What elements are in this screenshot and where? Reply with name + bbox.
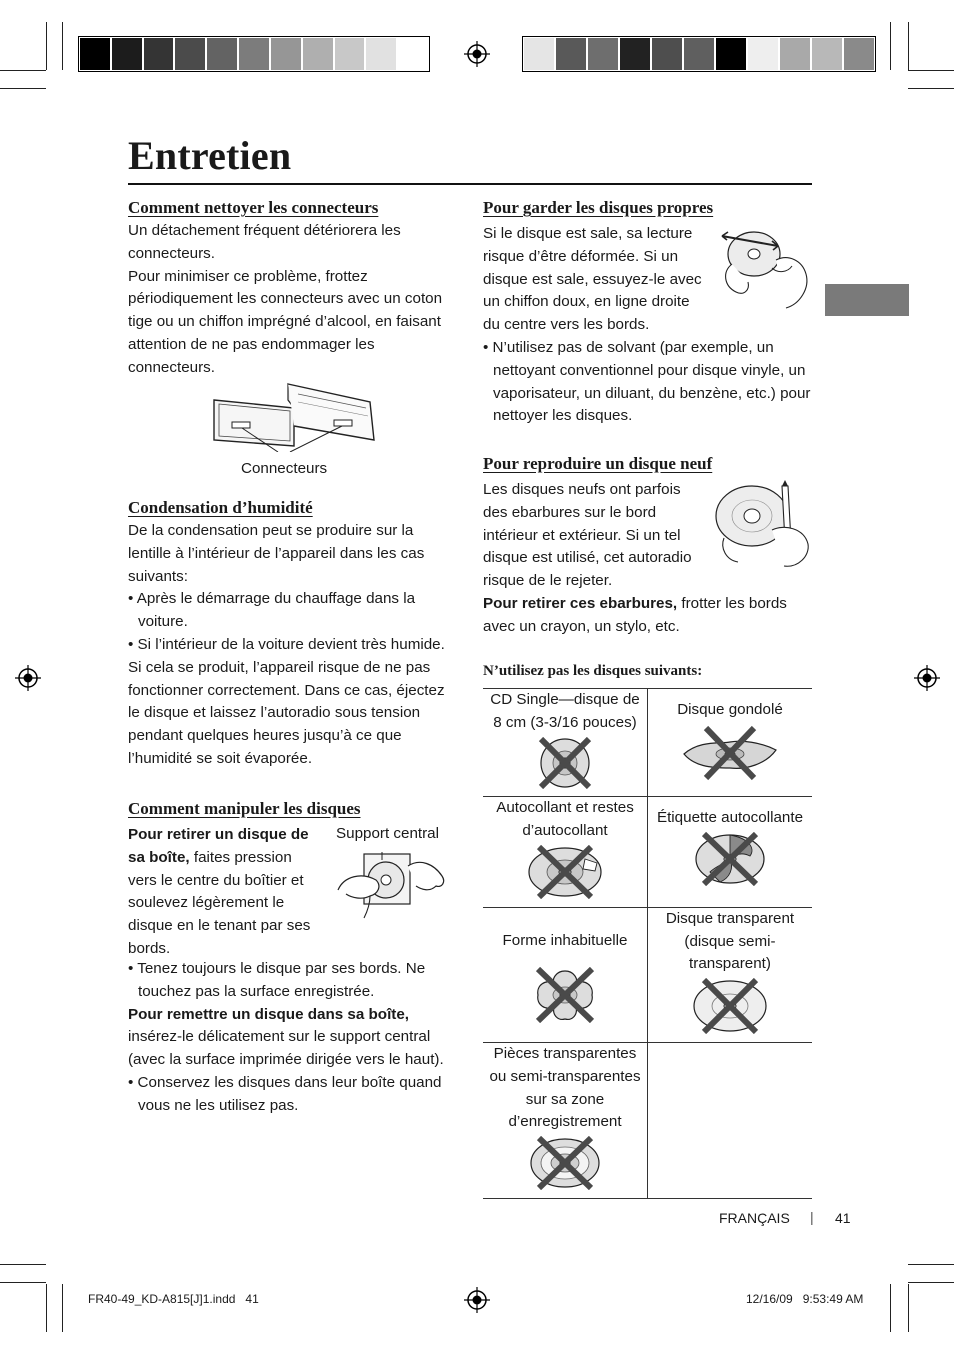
list-item-text: Après le démarrage du chauffage dans la voiture.	[136, 590, 416, 631]
paragraph: De la condensation peut se produire sur la lentille à l’intérieur de l’appareil dans les cas suivants:	[128, 522, 425, 585]
list-item: • Si l’intérieur de la voiture devient très humide.	[128, 635, 445, 653]
cell-label: Forme inhabituelle	[502, 931, 628, 949]
section-clean-heading	[483, 196, 812, 220]
color-swatch	[652, 38, 682, 70]
paragraph: Si le disque est sale, sa lecture risque d’être déformée. Si un disque est sale, essuyez-le avec un chiffon doux, en ligne droite du centre vers les bords.	[483, 225, 702, 334]
cell-label: Pièces transparentes ou semi-transparentes sur sa zone d’enregistrement	[489, 1044, 641, 1131]
section-handling	[128, 958, 458, 1118]
color-swatch	[716, 38, 746, 70]
connectors-illustration	[210, 380, 380, 452]
list-item-text: N’utilisez pas de solvant (par exemple, un nettoyant conventionnel pour disque vinyle, un vaporisateur, un diluant, du benzène, etc.) pour nettoyer les disques.	[492, 339, 811, 425]
paragraph-text: faites pression vers le centre du boîtier et soulevez légèrement le disque en le tenant par ses bords.	[128, 848, 311, 957]
bold-lead: Pour remettre un disque dans sa boîte,	[128, 1005, 410, 1023]
paragraph	[128, 1004, 458, 1072]
crossed-odd-shape-disc-icon	[530, 967, 600, 1023]
paragraph-text: frotter les bords avec un crayon, un stylo, etc.	[483, 595, 787, 635]
unsupported-discs-table	[483, 688, 812, 1199]
dont-use-heading: N’utilisez pas les disques suivants:	[483, 663, 703, 679]
section-connectors	[128, 196, 454, 380]
support-caption: Support central	[336, 825, 439, 842]
color-swatch	[207, 38, 237, 70]
section-heading: Pour reproduire un disque neuf	[483, 454, 713, 473]
table-cell	[648, 907, 813, 1042]
footer-language: FRANÇAIS	[719, 1210, 790, 1226]
footer-separator: |	[810, 1209, 814, 1225]
color-swatch	[80, 38, 110, 70]
cell-label: Disque gondolé	[677, 701, 783, 718]
bold-lead: Pour retirer un disque de sa boîte,	[128, 826, 309, 866]
color-swatch	[524, 38, 554, 70]
color-swatch	[556, 38, 586, 70]
table-cell	[648, 689, 813, 797]
page-number: 41	[835, 1210, 851, 1226]
table-cell	[483, 907, 648, 1042]
color-swatch	[684, 38, 714, 70]
registration-mark-icon	[914, 665, 940, 691]
list-item: • N’utilisez pas de solvant (par exemple, un nettoyant conventionnel pour disque vinyle, un vaporisateur, un diluant, du benzène, etc.) pour nettoyer les disques.	[483, 339, 811, 425]
paragraph	[128, 824, 318, 961]
section-new-disc-heading	[483, 452, 812, 476]
list-item-text: Si l’intérieur de la voiture devient très humide.	[137, 635, 445, 653]
color-swatch	[588, 38, 618, 70]
table-cell	[483, 797, 648, 907]
color-swatch	[398, 38, 428, 70]
table-cell-empty	[648, 1042, 813, 1198]
registration-mark-icon	[15, 665, 41, 691]
section-handling-heading	[128, 797, 458, 821]
list-item-text: Conservez les disques dans leur boîte quand vous ne les utilisez pas.	[137, 1073, 442, 1114]
table-row	[483, 689, 812, 797]
list-item: • Conservez les disques dans leur boîte quand vous ne les utilisez pas.	[128, 1073, 442, 1114]
crossed-sticker-disc-icon	[525, 845, 605, 899]
section-heading: Pour garder les disques propres	[483, 198, 714, 217]
crossed-small-disc-icon	[533, 737, 597, 789]
cell-label: Disque transparent (disque semi-transparent)	[665, 909, 795, 973]
paragraph: Les disques neufs ont parfois des ebarbures sur le bord intérieur et extérieur. Si un tel disque est utilisé, cet autoradio risque de le rejeter.	[483, 481, 692, 590]
handling-remove	[128, 824, 318, 961]
disc-case-illustration	[336, 850, 448, 920]
crossed-transparent-disc-icon	[690, 978, 770, 1034]
color-swatch	[780, 38, 810, 70]
section-heading: Comment nettoyer les connecteurs	[128, 198, 379, 217]
paragraph-text: insérez-le délicatement sur le support central (avec la surface imprimée dirigée vers le haut).	[128, 1028, 444, 1069]
language-tab	[825, 284, 909, 316]
connectors-caption: Connecteurs	[241, 460, 328, 477]
table-cell	[483, 1042, 648, 1198]
registration-mark-icon	[464, 1287, 490, 1313]
table-cell	[483, 689, 648, 797]
cell-label: Autocollant et restes d’autocollant	[496, 799, 634, 840]
disc-cleaning-illustration	[716, 224, 812, 312]
bold-lead: Pour retirer ces ebarbures,	[483, 595, 678, 612]
color-swatch	[844, 38, 874, 70]
color-swatch	[366, 38, 396, 70]
color-swatch	[175, 38, 205, 70]
crossed-warped-disc-icon	[680, 724, 780, 782]
section-clean-bullet	[483, 337, 812, 428]
color-swatch	[620, 38, 650, 70]
list-item: • Après le démarrage du chauffage dans la voiture.	[128, 590, 416, 631]
section-clean	[483, 223, 705, 337]
color-swatch	[144, 38, 174, 70]
color-swatch	[335, 38, 365, 70]
registration-mark-icon	[464, 41, 490, 67]
table-row	[483, 1042, 812, 1198]
color-swatch	[239, 38, 269, 70]
list-item-text: Tenez toujours le disque par ses bords. Ne touchez pas la surface enregistrée.	[137, 960, 426, 1000]
section-heading: Condensation d’humidité	[128, 498, 313, 517]
color-swatch	[303, 38, 333, 70]
disc-pen-illustration	[712, 480, 812, 570]
cell-label: Étiquette autocollante	[656, 809, 804, 827]
color-swatch	[271, 38, 301, 70]
color-swatch	[748, 38, 778, 70]
slug-file: FR40-49_KD-A815[J]1.indd 41	[88, 1292, 259, 1306]
slug-date: 12/16/09 9:53:49 AM	[746, 1292, 864, 1306]
table-cell	[648, 797, 813, 907]
page-title: Entretien	[128, 133, 292, 178]
color-swatch	[112, 38, 142, 70]
paragraph	[483, 593, 812, 639]
paragraph: Un détachement fréquent détériorera les connecteurs.	[128, 222, 401, 262]
section-new-disc	[483, 479, 703, 593]
table-row	[483, 797, 812, 907]
list-item: • Tenez toujours le disque par ses bords. Ne touchez pas la surface enregistrée.	[128, 960, 426, 1000]
paragraph: Si cela se produit, l’appareil risque de ne pas fonctionner correctement. Dans ce cas, éjectez le disque et laissez l’autoradio sous tension pendant quelques heures jusqu’à ce que l’humidité se soit évaporée.	[128, 658, 445, 767]
table-row	[483, 907, 812, 1042]
section-new-disc-tip	[483, 593, 812, 639]
section-heading: Comment manipuler les disques	[128, 799, 361, 818]
paragraph: Pour minimiser ce problème, frottez périodiquement les connecteurs avec un coton tige ou un chiffon imprégné d’alcool, en faisant attention de ne pas endommager les connecteurs.	[128, 267, 443, 376]
section-condensation	[128, 496, 458, 771]
cell-label: CD Single—disque de 8 cm (3-3/16 pouces)	[490, 691, 640, 731]
color-swatch	[812, 38, 842, 70]
title-rule	[128, 183, 812, 185]
crossed-label-disc-icon	[690, 832, 770, 886]
crossed-partly-transparent-disc-icon	[525, 1136, 605, 1190]
